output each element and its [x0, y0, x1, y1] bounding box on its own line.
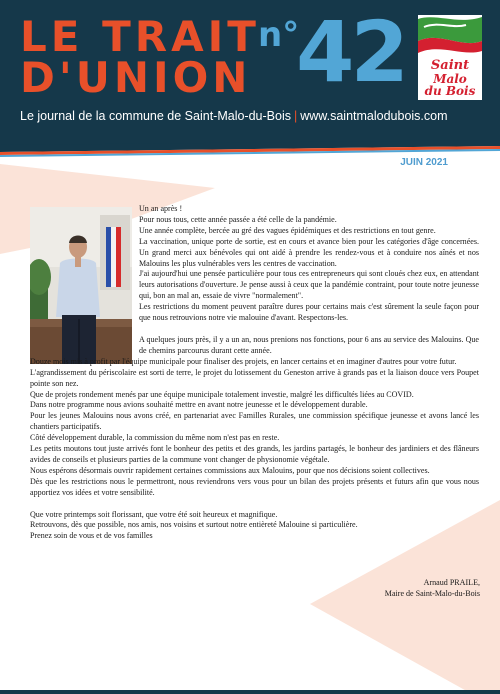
bottom-bar [0, 690, 500, 694]
signature-block [385, 577, 480, 599]
title-line1: LE TRAIT [20, 12, 260, 61]
paragraph: La vaccination, unique porte de sortie, est en cours et avance bien pour les catégories d'âge concernées. Un grand merci aux bénévoles qui ont aidé à prendre les rendez-vous et à conduire nos aînés et nos Malouins les plus vulnérables vers les centres de vaccination. [139, 236, 479, 268]
paragraph: Côté développement durable, la commission du même nom n'est pas en reste. [30, 433, 280, 443]
title-line2: D'UNION [20, 53, 252, 102]
paragraph: J'ai aujourd'hui une pensée particulière pour tous ces entrepreneurs qui sont cloués chez eux, en attendant leurs autorisations d'ouverture. Je pense aussi à ceux que la pandémie contraint, pour toute notre jeunesse qui, bon an mal an, essaie de vivre "normalement". [139, 269, 479, 301]
tagline-separator: | [293, 109, 298, 123]
commune-logo [418, 15, 482, 100]
spacer [30, 324, 479, 335]
paragraph: Dès que les restrictions nous le permettront, nous reviendrons vers vous pour un bilan des projets présents et futurs afin que vous nous apportiez vos idées et votre sensibilité. [30, 476, 479, 497]
paragraph: Douze mois mis à profit par l'équipe municipale pour finaliser des projets, en lancer certains et en imaginer d'autres pour votre futur. [30, 356, 457, 366]
masthead [0, 0, 500, 145]
signature-title: Maire de Saint-Malo-du-Bois [384, 589, 480, 598]
signature-name: Arnaud PRAILE, [423, 578, 480, 587]
spacer [30, 499, 479, 510]
paragraph: Que votre printemps soit florissant, que votre été soit heureux et magnifique. [30, 509, 278, 519]
logo-wave-icon [418, 15, 482, 57]
paragraph: Prenez soin de vous et de vos familles [30, 531, 153, 541]
paragraph: Les restrictions du moment peuvent paraître dures pour certains mais c'est sûrement la seule façon pour que nous retrouvions notre vie malouine d'avant. Respectons-les. [139, 302, 479, 323]
issue-label: n° [258, 15, 300, 55]
logo-line1: Saint [430, 58, 470, 73]
paragraph: A quelques jours près, il y a un an, nous prenions nos fonctions, pour 6 ans au service des Malouins. Que de chemins parcourus durant cette année. [139, 334, 479, 355]
logo-line3: du Bois [424, 84, 476, 98]
issue-date: JUIN 2021 [400, 157, 448, 168]
paragraph: Un an après ! [139, 204, 183, 213]
paragraph: Les petits moutons tout juste arrivés font le bonheur des petits et des grands, les jardins partagés, le bonheur des jardiniers et des flâneurs avides de conseils et plusieurs parties de la commune vont changer de physionomie végétale. [30, 444, 479, 464]
paragraph: Une année complète, bercée au gré des vagues épidémiques et des restrictions en tout genre. [139, 225, 436, 235]
logo-line2: Malo [433, 72, 467, 86]
issue-number: 42 [296, 3, 405, 101]
paragraph: Pour nous tous, cette année passée a été celle de la pandémie. [139, 214, 337, 224]
paragraph: Retrouvons, dès que possible, nos amis, nos voisins et surtout notre entièreté Malouine si particulière. [30, 520, 358, 530]
paragraph: Que de projets rondement menés par une équipe municipale totalement investie, malgré les difficultés liées au COVID. [30, 389, 414, 399]
paragraph: L'agrandissement du périscolaire est sorti de terre, le projet du lotissement du Geneston arrive à grands pas et la liaison douce vers Poupet pointe son nez. [30, 367, 479, 388]
paragraph: Pour les jeunes Malouins nous avons créé, en partenariat avec Familles Rurales, une commission spécifique jeunesse et avons lancé les chantiers participatifs. [30, 411, 479, 432]
website-link[interactable]: www.saintmalodubois.com [300, 109, 448, 123]
editorial-text [30, 204, 479, 542]
paragraph: Dans notre programme nous avions souhaité mettre en avant notre jeunesse et le développement durable. [30, 400, 368, 410]
tagline-text: Le journal de la commune de Saint-Malo-du-Bois [20, 109, 291, 123]
tagline [20, 109, 448, 123]
paragraph: Nous espérons désormais ouvrir rapidement certaines commissions aux Malouins, pour que nos décisions soient collectives. [30, 465, 430, 475]
